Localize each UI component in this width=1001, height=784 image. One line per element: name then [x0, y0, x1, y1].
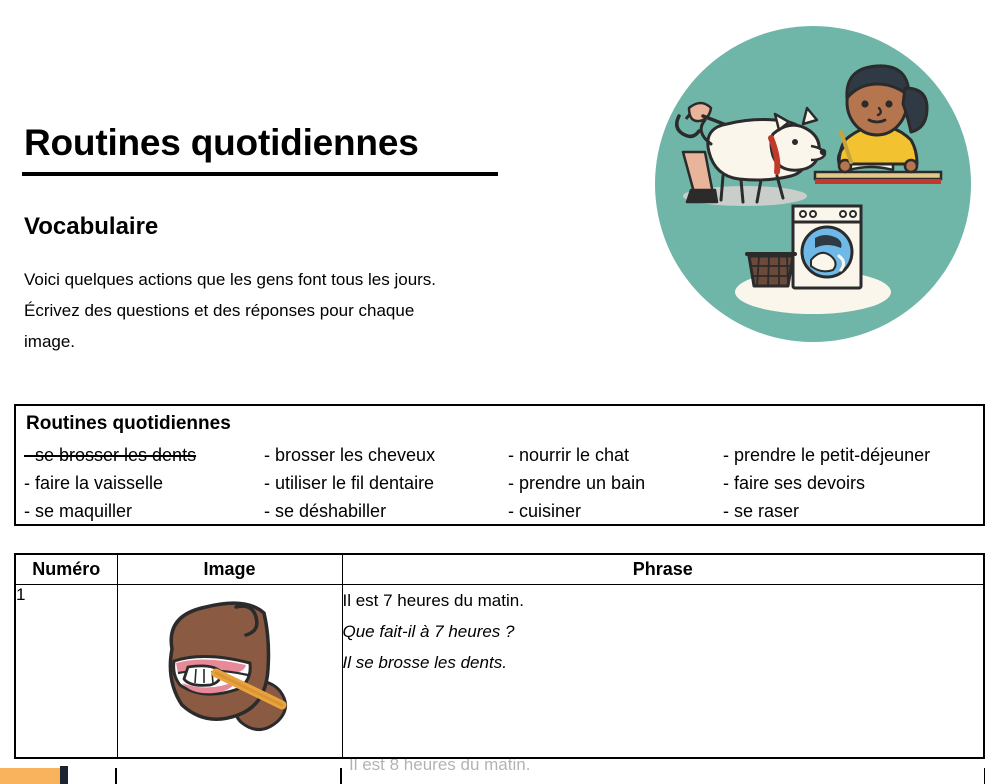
vocabulary-box [14, 404, 985, 526]
vocabulary-item: - se déshabiller [264, 501, 387, 521]
vocabulary-item: - faire la vaisselle [24, 473, 164, 493]
row-number-cell: 1 [15, 585, 117, 758]
vocabulary-item: - prendre un bain [508, 473, 646, 493]
phrase-answer: Il se brosse les dents. [342, 653, 507, 672]
column-header-numero: Numéro [15, 554, 117, 585]
row-image-cell [117, 585, 342, 758]
vocabulary-item: - se maquiller [24, 501, 133, 521]
vocabulary-column [264, 441, 506, 525]
table-header-row [15, 554, 984, 585]
page-edge-marker [0, 768, 66, 784]
intro-line: Voici quelques actions que les gens font tous les jours. [24, 270, 437, 289]
column-header-image: Image [117, 554, 342, 585]
column-header-phrase: Phrase [342, 554, 984, 585]
clipped-row-text: Il est 8 heures du matin. [349, 755, 531, 774]
phrase-statement: Il est 7 heures du matin. [342, 591, 524, 610]
intro-paragraph [24, 264, 584, 357]
vocabulary-item: - brosser les cheveux [264, 445, 436, 465]
clipped-next-row [14, 755, 985, 784]
clipped-row-divider [115, 768, 117, 784]
vocabulary-box-title: Routines quotidiennes [26, 413, 231, 434]
clipped-row-divider [340, 768, 342, 784]
worksheet-table [14, 553, 985, 759]
vocabulary-column [24, 441, 264, 525]
page-edge-marker-tab [60, 766, 68, 784]
vocabulary-item: - prendre le petit-déjeuner [723, 445, 931, 465]
brushing-teeth-illustration [130, 593, 330, 753]
intro-line: image. [24, 332, 76, 351]
page-title-underline [22, 172, 498, 176]
section-heading: Vocabulaire [24, 213, 159, 240]
vocabulary-item: - nourrir le chat [508, 445, 630, 465]
vocabulary-item: - faire ses devoirs [723, 473, 866, 493]
vocabulary-column [723, 441, 985, 525]
vocabulary-column [508, 441, 723, 525]
row-phrase-cell [342, 585, 984, 758]
vocabulary-columns [16, 441, 983, 525]
illustration-svg [653, 24, 973, 344]
phrase-question: Que fait-il à 7 heures ? [342, 622, 515, 641]
vocabulary-item: - se raser [723, 501, 800, 521]
vocabulary-item: - se brosser les dents [24, 445, 197, 465]
page-title: Routines quotidiennes [24, 122, 419, 163]
brushing-teeth-svg [130, 593, 330, 753]
intro-line: Écrivez des questions et des réponses pour chaque [24, 301, 415, 320]
vocabulary-item: - utiliser le fil dentaire [264, 473, 435, 493]
daily-routines-illustration [653, 24, 973, 344]
vocabulary-item: - cuisiner [508, 501, 582, 521]
table-row [15, 585, 984, 758]
